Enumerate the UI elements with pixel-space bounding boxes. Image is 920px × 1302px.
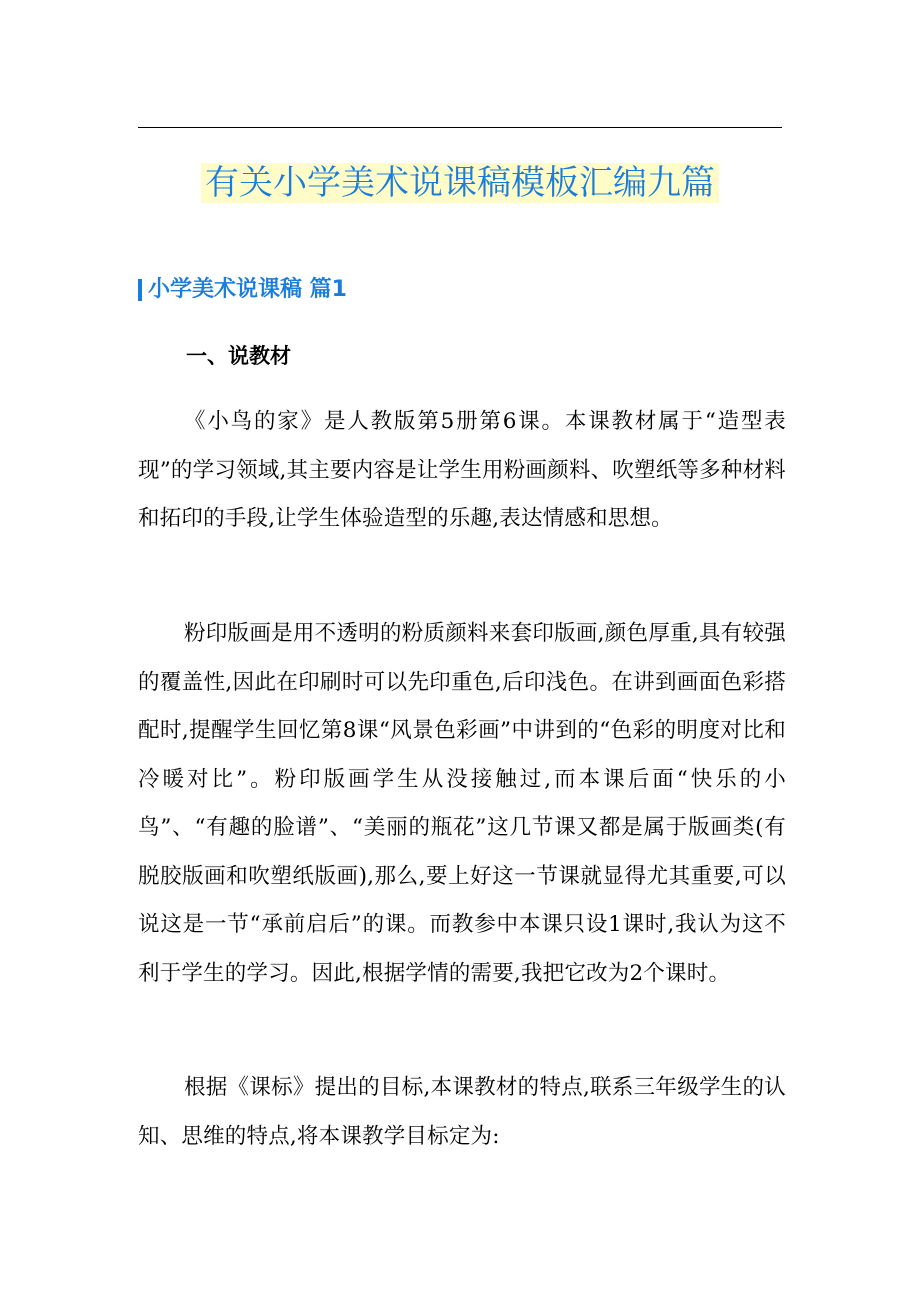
paragraph: 《小鸟的家》是人教版第5册第6课。本课教材属于“造型表现”的学习领域,其主要内容是让学生用粉画颜料、吹塑纸等多种材料和拓印的手段,让学生体验造型的乐趣,表达情感和思想。 xyxy=(138,409,786,531)
paragraph: 根据《课标》提出的目标,本课教材的特点,联系三年级学生的认知、思维的特点,将本课教学目标定为: xyxy=(138,1075,786,1149)
section-heading-text: 小学美术说课稿 篇1 xyxy=(148,277,347,302)
section-marker-bar xyxy=(138,279,142,301)
subheading: 一、说教材 xyxy=(186,344,291,368)
document-title xyxy=(0,158,920,208)
section-heading xyxy=(138,274,347,306)
top-divider xyxy=(138,127,782,128)
document-title-text: 有关小学美术说课稿模板汇编九篇 xyxy=(201,163,719,203)
paragraph: 粉印版画是用不透明的粉质颜料来套印版画,颜色厚重,具有较强的覆盖性,因此在印刷时可以先印重色,后印浅色。在讲到画面色彩搭配时,提醒学生回忆第8课“风景色彩画”中讲到的“色彩的明度对比和冷暖对比”。粉印版画学生从没接触过,而本课后面“快乐的小鸟”、“有趣的脸谱”、“美丽的瓶花”这几节课又都是属于版画类(有脱胶版画和吹塑纸版画),那么,要上好这一节课就显得尤其重要,可以说这是一节“承前启后”的课。而教参中本课只设1课时,我认为这不利于学生的学习。因此,根据学情的需要,我把它改为2个课时。 xyxy=(138,621,786,986)
